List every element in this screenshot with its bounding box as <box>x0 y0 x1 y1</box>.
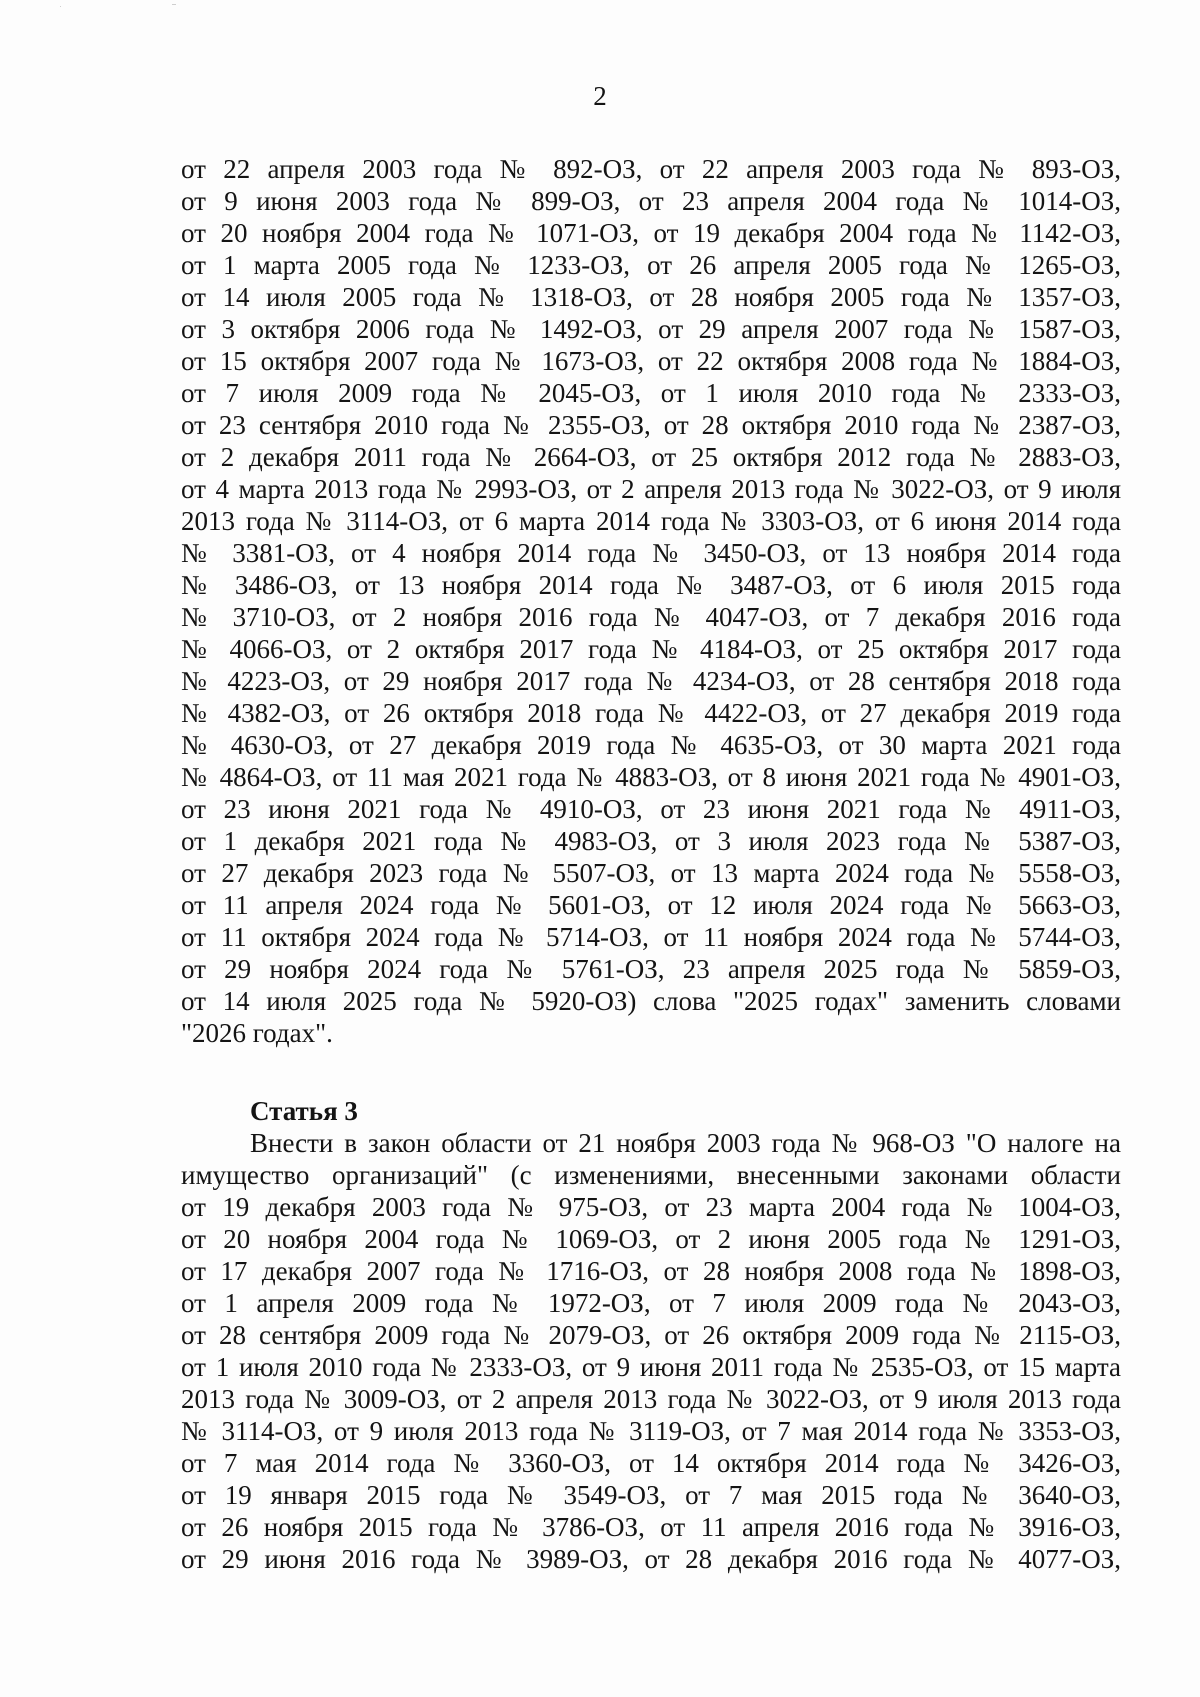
text-line: от 26 ноября 2015 года № 3786-ОЗ, от 11 апреля 2016 года № 3916-ОЗ, <box>181 1512 1121 1542</box>
text-line: от 7 мая 2014 года № 3360-ОЗ, от 14 октября 2014 года № 3426-ОЗ, <box>181 1448 1121 1478</box>
text-line: № 3710-ОЗ, от 2 ноября 2016 года № 4047-ОЗ, от 7 декабря 2016 года <box>181 602 1121 632</box>
text-line: № 3486-ОЗ, от 13 ноября 2014 года № 3487-ОЗ, от 6 июля 2015 года <box>181 570 1121 600</box>
text-line: от 1 декабря 2021 года № 4983-ОЗ, от 3 июля 2023 года № 5387-ОЗ, <box>181 826 1121 856</box>
text-line: от 1 июля 2010 года № 2333-ОЗ, от 9 июня 2011 года № 2535-ОЗ, от 15 марта <box>181 1352 1121 1382</box>
text-line: № 3114-ОЗ, от 9 июля 2013 года № 3119-ОЗ, от 7 мая 2014 года № 3353-ОЗ, <box>181 1416 1121 1446</box>
text-line: № 3381-ОЗ, от 4 ноября 2014 года № 3450-ОЗ, от 13 ноября 2014 года <box>181 538 1121 568</box>
article-3-heading: Статья 3 <box>250 1096 358 1126</box>
text-line: имущество организаций" (с изменениями, внесенными законами области <box>181 1160 1121 1190</box>
text-line: от 9 июня 2003 года № 899-ОЗ, от 23 апреля 2004 года № 1014-ОЗ, <box>181 186 1121 216</box>
text-line: от 29 июня 2016 года № 3989-ОЗ, от 28 декабря 2016 года № 4077-ОЗ, <box>181 1544 1121 1574</box>
text-line: от 19 января 2015 года № 3549-ОЗ, от 7 мая 2015 года № 3640-ОЗ, <box>181 1480 1121 1510</box>
text-line: от 14 июля 2025 года № 5920-ОЗ) слова "2025 годах" заменить словами <box>181 986 1121 1016</box>
text-line: от 15 октября 2007 года № 1673-ОЗ, от 22 октября 2008 года № 1884-ОЗ, <box>181 346 1121 376</box>
text-line: от 1 марта 2005 года № 1233-ОЗ, от 26 апреля 2005 года № 1265-ОЗ, <box>181 250 1121 280</box>
text-line: "2026 годах". <box>181 1018 333 1048</box>
text-line: от 19 декабря 2003 года № 975-ОЗ, от 23 марта 2004 года № 1004-ОЗ, <box>181 1192 1121 1222</box>
text-line: от 22 апреля 2003 года № 892-ОЗ, от 22 апреля 2003 года № 893-ОЗ, <box>181 154 1121 184</box>
text-line: от 11 апреля 2024 года № 5601-ОЗ, от 12 июля 2024 года № 5663-ОЗ, <box>181 890 1121 920</box>
text-line: от 23 июня 2021 года № 4910-ОЗ, от 23 июня 2021 года № 4911-ОЗ, <box>181 794 1121 824</box>
text-line: от 2 декабря 2011 года № 2664-ОЗ, от 25 октября 2012 года № 2883-ОЗ, <box>181 442 1121 472</box>
article-3-paragraph <box>181 1127 1121 1575</box>
text-line: от 17 декабря 2007 года № 1716-ОЗ, от 28 ноября 2008 года № 1898-ОЗ, <box>181 1256 1121 1286</box>
text-line: № 4066-ОЗ, от 2 октября 2017 года № 4184-ОЗ, от 25 октября 2017 года <box>181 634 1121 664</box>
text-line: 2013 года № 3114-ОЗ, от 6 марта 2014 года № 3303-ОЗ, от 6 июня 2014 года <box>181 506 1121 536</box>
text-line: № 4382-ОЗ, от 26 октября 2018 года № 4422-ОЗ, от 27 декабря 2019 года <box>181 698 1121 728</box>
text-line: от 7 июля 2009 года № 2045-ОЗ, от 1 июля 2010 года № 2333-ОЗ, <box>181 378 1121 408</box>
text-line: от 3 октября 2006 года № 1492-ОЗ, от 29 апреля 2007 года № 1587-ОЗ, <box>181 314 1121 344</box>
text-line: от 23 сентября 2010 года № 2355-ОЗ, от 28 октября 2010 года № 2387-ОЗ, <box>181 410 1121 440</box>
text-line: от 4 марта 2013 года № 2993-ОЗ, от 2 апреля 2013 года № 3022-ОЗ, от 9 июля <box>181 474 1121 504</box>
text-line: № 4864-ОЗ, от 11 мая 2021 года № 4883-ОЗ, от 8 июня 2021 года № 4901-ОЗ, <box>181 762 1121 792</box>
text-line: 2013 года № 3009-ОЗ, от 2 апреля 2013 года № 3022-ОЗ, от 9 июля 2013 года <box>181 1384 1121 1414</box>
text-line: от 29 ноября 2024 года № 5761-ОЗ, 23 апреля 2025 года № 5859-ОЗ, <box>181 954 1121 984</box>
text-line: от 14 июля 2005 года № 1318-ОЗ, от 28 ноября 2005 года № 1357-ОЗ, <box>181 282 1121 312</box>
text-line: от 20 ноября 2004 года № 1071-ОЗ, от 19 декабря 2004 года № 1142-ОЗ, <box>181 218 1121 248</box>
page-number: 2 <box>593 81 607 111</box>
continuation-paragraph <box>181 153 1121 1049</box>
text-line: от 1 апреля 2009 года № 1972-ОЗ, от 7 июля 2009 года № 2043-ОЗ, <box>181 1288 1121 1318</box>
text-line: № 4223-ОЗ, от 29 ноября 2017 года № 4234-ОЗ, от 28 сентября 2018 года <box>181 666 1121 696</box>
text-line: Внести в закон области от 21 ноября 2003 года № 968-ОЗ "О налоге на <box>250 1128 1121 1158</box>
text-line: от 28 сентября 2009 года № 2079-ОЗ, от 26 октября 2009 года № 2115-ОЗ, <box>181 1320 1121 1350</box>
scan-speck <box>60 6 61 7</box>
text-line: № 4630-ОЗ, от 27 декабря 2019 года № 4635-ОЗ, от 30 марта 2021 года <box>181 730 1121 760</box>
scan-speck <box>172 4 176 5</box>
text-line: от 27 декабря 2023 года № 5507-ОЗ, от 13 марта 2024 года № 5558-ОЗ, <box>181 858 1121 888</box>
text-line: от 11 октября 2024 года № 5714-ОЗ, от 11 ноября 2024 года № 5744-ОЗ, <box>181 922 1121 952</box>
text-line: от 20 ноября 2004 года № 1069-ОЗ, от 2 июня 2005 года № 1291-ОЗ, <box>181 1224 1121 1254</box>
